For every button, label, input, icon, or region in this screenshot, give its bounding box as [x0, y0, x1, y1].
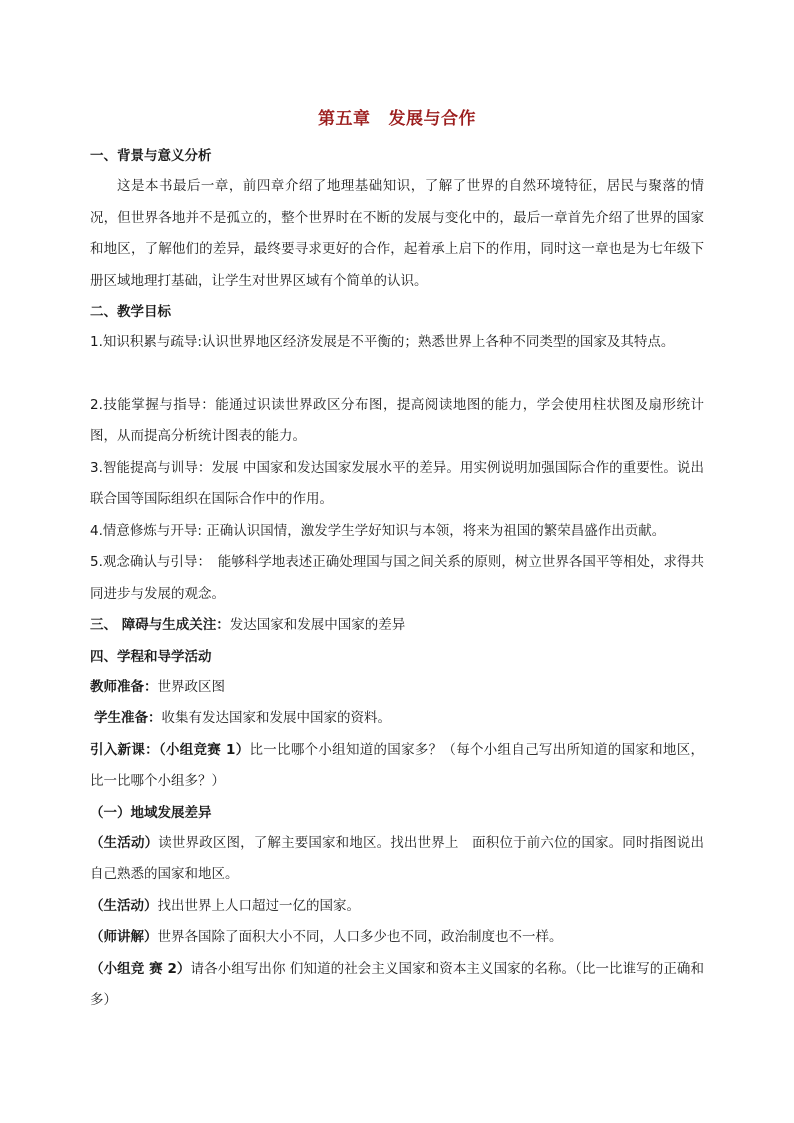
section-4-heading: 四、学程和导学活动	[90, 648, 212, 665]
section-3-line	[90, 610, 704, 642]
chapter-number: 第五章	[318, 109, 371, 129]
activity-1-text: 读世界政区图，了解主要国家和地区。找出世界上 面积位于前六位的国家。同时指图说出自己熟悉的国家和地区。	[90, 834, 705, 882]
goal-4: 4.情意修炼与开导: 正确认识国情，激发学生学好知识与本领，将来为祖国的繁荣昌盛作出贡献。	[90, 522, 666, 539]
activity-4-label: （小组竞 赛 2）	[90, 960, 191, 977]
activity-1	[90, 828, 704, 891]
intro-line	[90, 735, 704, 798]
goal-1: 1.知识积累与疏导:认识世界地区经济发展是不平衡的；熟悉世界上各种不同类型的国家及其特点。	[90, 334, 675, 350]
activity-4-text: 请各小组写出你 们知道的社会主义国家和资本主义国家的名称。（比一比谁写的正确和多）	[90, 960, 704, 1008]
section-1-heading: 一、背景与意义分析	[90, 148, 212, 164]
goal-5: 5.观念确认与引导： 能够科学地表述正确处理国与国之间关系的原则，树立世界各国平等相处，求得共同进步与发展的观念。	[90, 554, 704, 602]
teacher-prep-line	[90, 672, 704, 704]
activity-1-label: （生活动）	[90, 834, 159, 851]
section-2-heading: 二、教学目标	[90, 304, 171, 320]
teacher-prep-text: 世界政区图	[157, 678, 225, 695]
student-prep-line	[94, 703, 704, 735]
goal-3: 3.智能提高与训导：发展 中国家和发达国家发展水平的差异。用实例说明加强国际合作的重要性。说出联合国等国际组织在国际合作中的作用。	[90, 459, 704, 507]
section-3-text: 发达国家和发展中国家的差异	[229, 617, 406, 633]
intro-label: 引入新课：（小组竞赛 1）	[90, 741, 250, 758]
goal-2: 2.技能掌握与指导：能通过识读世界政区分布图，提高阅读地图的能力，学会使用柱状图及扇形统计图，从而提高分析统计图表的能力。	[90, 396, 704, 444]
teacher-prep-label: 教师准备：	[90, 678, 158, 695]
activity-3	[90, 922, 704, 954]
activity-2-text: 找出世界上人口超过一亿的国家。	[157, 897, 360, 914]
activity-3-label: （师讲解）	[90, 929, 158, 945]
blank-line	[90, 359, 704, 390]
activity-4	[90, 954, 704, 1017]
activity-2	[90, 891, 704, 923]
section-3-label: 三、 障碍与生成关注：	[90, 617, 230, 633]
activity-2-label: （生活动）	[90, 897, 158, 914]
intro-text: 比一比哪个小组知道的国家多？（每个小组自己写出所知道的国家和地区，比一比哪个小组多？）	[90, 741, 704, 789]
section-1-body: 这是本书最后一章，前四章介绍了地理基础知识，了解了世界的自然环境特征，居民与聚落的情况，但世界各地并不是孤立的，整个世界时在不断的发展与变化中的，最后一章首先介绍了世界的国家和地区，了解他们的差异，最终要寻求更好的合作，起着承上启下的作用，同时这一章也是为七年级下册区域地理打基础，让学生对世界区域有个简单的认识。	[90, 178, 704, 289]
chapter-title	[90, 104, 704, 129]
subsection-1-heading: （一）地域发展差异	[90, 804, 212, 821]
student-prep-text: 收集有发达国家和发展中国家的资料。	[161, 710, 391, 726]
chapter-name: 发展与合作	[388, 109, 476, 129]
activity-3-text: 世界各国除了面积大小不同，人口多少也不同，政治制度也不一样。	[157, 929, 563, 945]
student-prep-label: 学生准备：	[94, 710, 162, 726]
document-page	[90, 100, 704, 1017]
